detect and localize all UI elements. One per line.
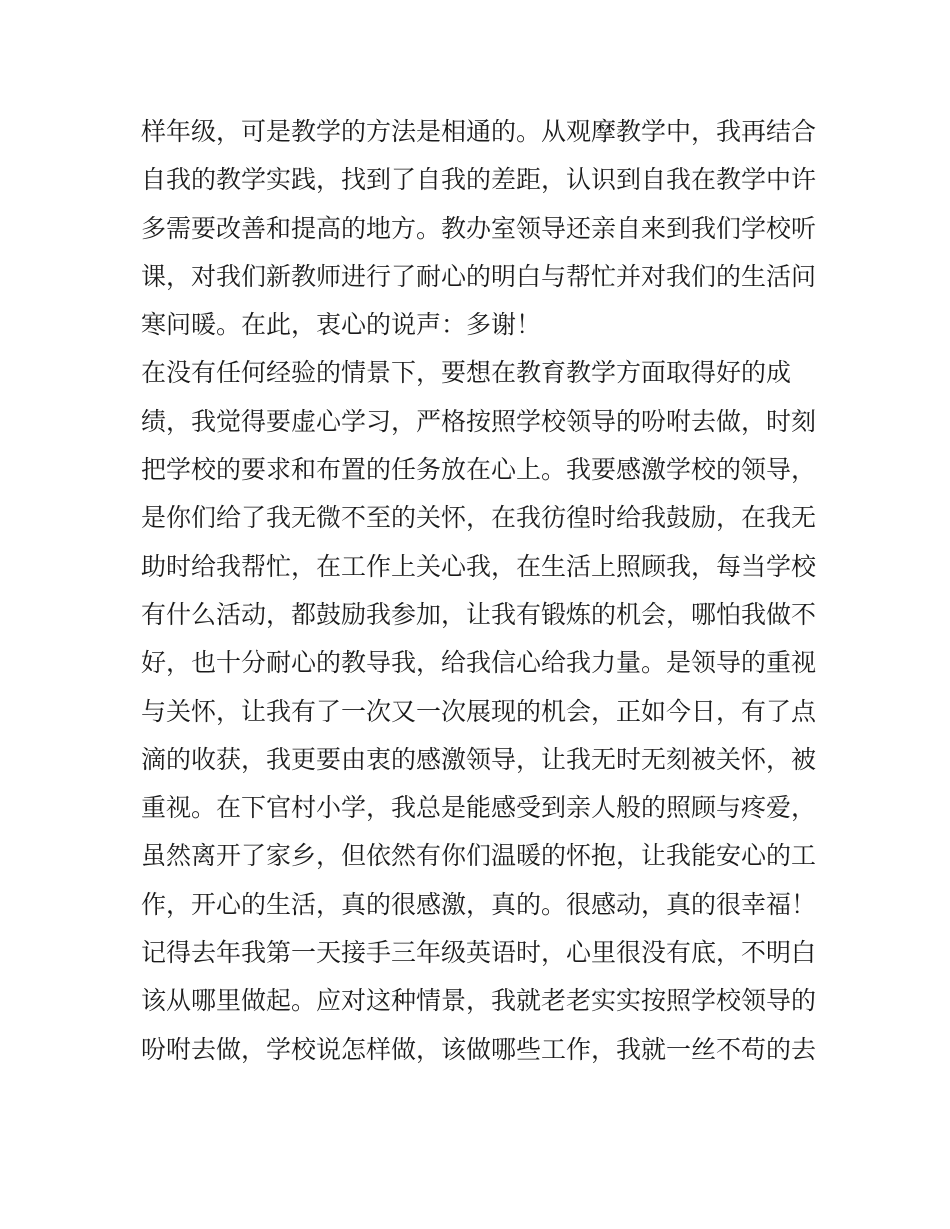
text-line: 多需要改善和提高的地方。教办室领导还亲自来到我们学校听 [141,213,817,243]
text-line: 与关怀，让我有了一次又一次展现的机会，正如今日，有了点 [141,696,817,726]
text-line: 把学校的要求和布置的任务放在心上。我要感激学校的领导， [141,455,817,485]
text-line: 该从哪里做起。应对这种情景，我就老老实实按照学校领导的 [141,986,817,1016]
text-line: 虽然离开了家乡，但依然有你们温暖的怀抱，让我能安心的工 [141,841,817,871]
text-line: 有什么活动，都鼓励我参加，让我有锻炼的机会，哪怕我做不 [141,599,817,629]
text-line: 记得去年我第一天接手三年级英语时，心里很没有底，不明白 [141,938,817,968]
text-line: 助时给我帮忙，在工作上关心我，在生活上照顾我，每当学校 [141,551,817,581]
body-text [141,108,821,1074]
text-line: 吩咐去做，学校说怎样做，该做哪些工作，我就一丝不苟的去 [141,1034,817,1064]
text-line: 好，也十分耐心的教导我，给我信心给我力量。是领导的重视 [141,648,817,678]
text-line: 滴的收获，我更要由衷的感激领导，让我无时无刻被关怀，被 [141,744,817,774]
text-line: 是你们给了我无微不至的关怀，在我彷徨时给我鼓励，在我无 [141,503,817,533]
text-line: 样年级，可是教学的方法是相通的。从观摩教学中，我再结合 [141,117,817,146]
text-line: 重视。在下官村小学，我总是能感受到亲人般的照顾与疼爱， [141,793,817,823]
text-line: 课，对我们新教师进行了耐心的明白与帮忙并对我们的生活问 [141,261,817,291]
text-line: 绩，我觉得要虚心学习，严格按照学校领导的吩咐去做，时刻 [141,406,817,436]
text-line: 作，开心的生活，真的很感激，真的。很感动，真的很幸福！ [141,889,817,919]
text-line: 自我的教学实践，找到了自我的差距，认识到自我在教学中许 [141,165,817,195]
text-line: 寒问暖。在此，衷心的说声：多谢！ [141,310,542,340]
text-line: 在没有任何经验的情景下，要想在教育教学方面取得好的成 [141,358,792,388]
